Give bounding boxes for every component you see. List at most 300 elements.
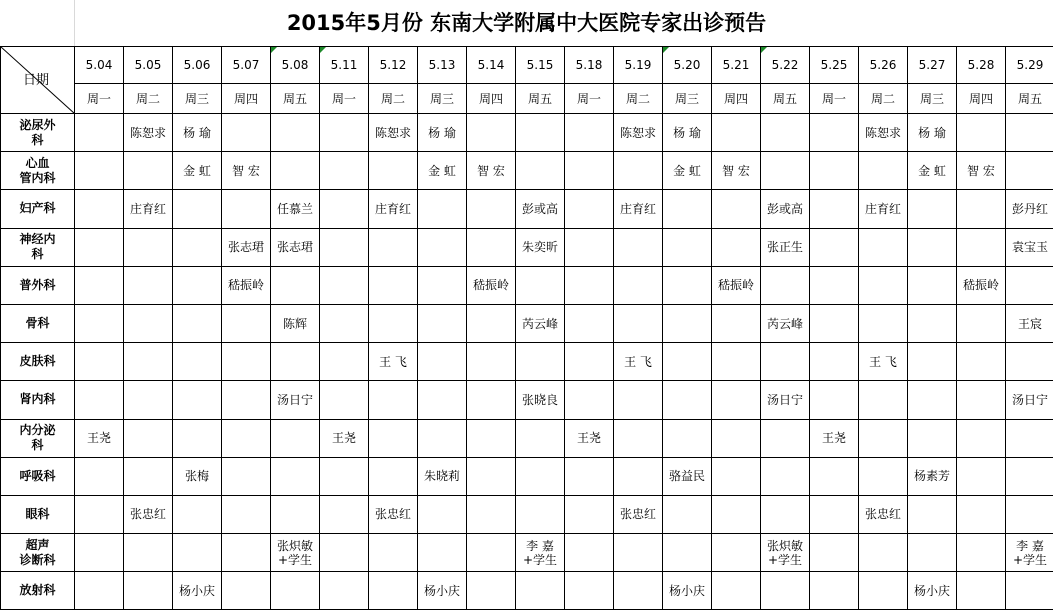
doctor-cell[interactable] bbox=[173, 534, 222, 572]
doctor-cell[interactable] bbox=[173, 381, 222, 419]
doctor-cell[interactable] bbox=[663, 495, 712, 533]
doctor-cell[interactable] bbox=[663, 228, 712, 266]
doctor-cell[interactable] bbox=[467, 190, 516, 228]
date-header bbox=[418, 47, 467, 84]
doctor-cell[interactable] bbox=[369, 152, 418, 190]
doctor-cell[interactable] bbox=[712, 572, 761, 610]
doctor-cell[interactable]: 王尧 bbox=[810, 419, 859, 457]
doctor-cell[interactable]: 陈恕求 bbox=[859, 114, 908, 152]
doctor-cell[interactable] bbox=[614, 266, 663, 304]
doctor-cell[interactable]: 骆益民 bbox=[663, 457, 712, 495]
doctor-cell[interactable] bbox=[369, 572, 418, 610]
doctor-cell[interactable] bbox=[712, 457, 761, 495]
doctor-cell[interactable]: 张梅 bbox=[173, 457, 222, 495]
doctor-cell[interactable] bbox=[320, 114, 369, 152]
doctor-cell[interactable] bbox=[75, 114, 124, 152]
doctor-cell[interactable] bbox=[810, 114, 859, 152]
doctor-cell[interactable] bbox=[565, 343, 614, 381]
doctor-cell[interactable] bbox=[663, 304, 712, 342]
doctor-cell[interactable]: 彭丹红 bbox=[1006, 190, 1053, 228]
date-header bbox=[957, 47, 1006, 84]
doctor-cell[interactable] bbox=[173, 304, 222, 342]
doctor-cell[interactable] bbox=[271, 419, 320, 457]
doctor-cell[interactable] bbox=[222, 572, 271, 610]
doctor-cell[interactable] bbox=[957, 419, 1006, 457]
doctor-cell[interactable] bbox=[516, 266, 565, 304]
doctor-cell[interactable] bbox=[320, 457, 369, 495]
doctor-cell[interactable] bbox=[271, 495, 320, 533]
doctor-cell[interactable] bbox=[957, 381, 1006, 419]
doctor-cell[interactable] bbox=[1006, 343, 1053, 381]
doctor-cell[interactable]: 智 宏 bbox=[957, 152, 1006, 190]
doctor-cell[interactable] bbox=[565, 304, 614, 342]
doctor-cell[interactable]: 王 飞 bbox=[614, 343, 663, 381]
doctor-cell[interactable] bbox=[173, 228, 222, 266]
doctor-cell[interactable] bbox=[957, 343, 1006, 381]
doctor-cell[interactable]: 智 宏 bbox=[712, 152, 761, 190]
doctor-cell[interactable] bbox=[418, 381, 467, 419]
doctor-cell[interactable] bbox=[124, 457, 173, 495]
doctor-cell[interactable] bbox=[75, 457, 124, 495]
doctor-cell[interactable]: 嵇振岭 bbox=[222, 266, 271, 304]
doctor-cell[interactable] bbox=[516, 457, 565, 495]
doctor-cell[interactable]: 芮云峰 bbox=[761, 304, 810, 342]
doctor-cell[interactable] bbox=[75, 152, 124, 190]
doctor-cell[interactable] bbox=[908, 419, 957, 457]
doctor-cell[interactable]: 陈辉 bbox=[271, 304, 320, 342]
doctor-cell[interactable] bbox=[124, 381, 173, 419]
doctor-cell[interactable] bbox=[467, 534, 516, 572]
doctor-cell[interactable] bbox=[1006, 419, 1053, 457]
department-label: 放射科 bbox=[1, 572, 75, 610]
table-row bbox=[1, 457, 1053, 495]
doctor-cell[interactable] bbox=[614, 381, 663, 419]
doctor-cell[interactable] bbox=[761, 266, 810, 304]
doctor-cell[interactable] bbox=[75, 266, 124, 304]
doctor-cell[interactable] bbox=[810, 266, 859, 304]
doctor-cell[interactable] bbox=[173, 495, 222, 533]
doctor-cell[interactable] bbox=[957, 572, 1006, 610]
doctor-cell[interactable]: 杨小庆 bbox=[908, 572, 957, 610]
doctor-cell[interactable] bbox=[467, 495, 516, 533]
doctor-cell[interactable]: 王宸 bbox=[1006, 304, 1053, 342]
doctor-cell[interactable] bbox=[75, 190, 124, 228]
doctor-cell[interactable]: 庄育红 bbox=[124, 190, 173, 228]
doctor-cell[interactable] bbox=[957, 495, 1006, 533]
doctor-cell[interactable] bbox=[222, 190, 271, 228]
doctor-cell[interactable] bbox=[271, 457, 320, 495]
weekday-header: 周二 bbox=[859, 84, 908, 114]
doctor-cell[interactable] bbox=[516, 419, 565, 457]
doctor-cell[interactable] bbox=[810, 190, 859, 228]
doctor-cell[interactable] bbox=[271, 572, 320, 610]
doctor-cell[interactable] bbox=[761, 114, 810, 152]
doctor-cell[interactable]: 张忠红 bbox=[859, 495, 908, 533]
date-label: 5.13 bbox=[429, 58, 456, 72]
doctor-cell[interactable] bbox=[859, 304, 908, 342]
doctor-cell[interactable]: 陈恕求 bbox=[614, 114, 663, 152]
doctor-cell[interactable]: 杨 瑜 bbox=[173, 114, 222, 152]
doctor-cell[interactable] bbox=[957, 534, 1006, 572]
doctor-cell[interactable]: 张忠红 bbox=[124, 495, 173, 533]
doctor-cell[interactable]: 金 虹 bbox=[663, 152, 712, 190]
doctor-cell[interactable] bbox=[810, 381, 859, 419]
doctor-cell[interactable]: 张忠红 bbox=[369, 495, 418, 533]
doctor-cell[interactable] bbox=[614, 457, 663, 495]
doctor-cell[interactable]: 袁宝玉 bbox=[1006, 228, 1053, 266]
doctor-cell[interactable] bbox=[712, 419, 761, 457]
table-row bbox=[1, 343, 1053, 381]
doctor-cell[interactable] bbox=[467, 457, 516, 495]
doctor-cell[interactable]: 张炽敏 +学生 bbox=[271, 534, 320, 572]
doctor-cell[interactable]: 张正生 bbox=[761, 228, 810, 266]
doctor-cell[interactable] bbox=[614, 152, 663, 190]
doctor-cell[interactable] bbox=[516, 343, 565, 381]
doctor-cell[interactable] bbox=[320, 190, 369, 228]
doctor-cell[interactable] bbox=[761, 457, 810, 495]
doctor-cell[interactable]: 智 宏 bbox=[467, 152, 516, 190]
doctor-cell[interactable] bbox=[124, 419, 173, 457]
doctor-cell[interactable] bbox=[712, 534, 761, 572]
doctor-cell[interactable] bbox=[565, 266, 614, 304]
doctor-cell[interactable] bbox=[75, 304, 124, 342]
doctor-cell[interactable] bbox=[712, 114, 761, 152]
schedule-table bbox=[0, 46, 1053, 610]
doctor-cell[interactable] bbox=[222, 419, 271, 457]
doctor-cell[interactable] bbox=[565, 381, 614, 419]
doctor-cell[interactable] bbox=[320, 152, 369, 190]
doctor-cell[interactable] bbox=[908, 190, 957, 228]
doctor-cell[interactable] bbox=[1006, 266, 1053, 304]
doctor-cell[interactable]: 王尧 bbox=[320, 419, 369, 457]
doctor-cell[interactable] bbox=[467, 419, 516, 457]
doctor-cell[interactable] bbox=[859, 381, 908, 419]
doctor-cell[interactable] bbox=[467, 304, 516, 342]
doctor-cell[interactable] bbox=[124, 534, 173, 572]
doctor-cell[interactable]: 王 飞 bbox=[369, 343, 418, 381]
doctor-cell[interactable]: 金 虹 bbox=[173, 152, 222, 190]
doctor-cell[interactable] bbox=[418, 495, 467, 533]
doctor-cell[interactable] bbox=[565, 228, 614, 266]
doctor-cell[interactable] bbox=[761, 572, 810, 610]
doctor-cell[interactable] bbox=[369, 419, 418, 457]
doctor-cell[interactable] bbox=[369, 266, 418, 304]
doctor-cell[interactable] bbox=[1006, 457, 1053, 495]
doctor-cell[interactable] bbox=[810, 534, 859, 572]
doctor-cell[interactable] bbox=[271, 114, 320, 152]
doctor-cell[interactable] bbox=[124, 152, 173, 190]
doctor-cell[interactable] bbox=[957, 114, 1006, 152]
table-row bbox=[1, 495, 1053, 533]
doctor-cell[interactable] bbox=[271, 343, 320, 381]
doctor-cell[interactable]: 嵇振岭 bbox=[957, 266, 1006, 304]
doctor-cell[interactable]: 庄育红 bbox=[859, 190, 908, 228]
doctor-cell[interactable] bbox=[859, 228, 908, 266]
doctor-cell[interactable] bbox=[369, 457, 418, 495]
doctor-cell[interactable] bbox=[663, 343, 712, 381]
doctor-cell[interactable] bbox=[173, 266, 222, 304]
doctor-cell[interactable] bbox=[222, 304, 271, 342]
doctor-cell[interactable] bbox=[614, 534, 663, 572]
doctor-cell[interactable] bbox=[418, 266, 467, 304]
weekday-header: 周三 bbox=[908, 84, 957, 114]
doctor-cell[interactable]: 杨 瑜 bbox=[908, 114, 957, 152]
weekday-header: 周一 bbox=[810, 84, 859, 114]
doctor-cell[interactable] bbox=[369, 304, 418, 342]
doctor-cell[interactable] bbox=[369, 228, 418, 266]
doctor-cell[interactable] bbox=[75, 534, 124, 572]
doctor-cell[interactable]: 李 嘉 +学生 bbox=[1006, 534, 1053, 572]
doctor-cell[interactable] bbox=[75, 572, 124, 610]
doctor-cell[interactable] bbox=[908, 381, 957, 419]
doctor-cell[interactable] bbox=[810, 343, 859, 381]
doctor-cell[interactable] bbox=[761, 495, 810, 533]
doctor-cell[interactable]: 汤日宁 bbox=[1006, 381, 1053, 419]
department-label: 超声 诊断科 bbox=[1, 534, 75, 572]
doctor-cell[interactable] bbox=[614, 228, 663, 266]
weekday-header: 周三 bbox=[663, 84, 712, 114]
doctor-cell[interactable] bbox=[222, 381, 271, 419]
doctor-cell[interactable]: 杨小庆 bbox=[663, 572, 712, 610]
doctor-cell[interactable] bbox=[320, 228, 369, 266]
doctor-cell[interactable]: 汤日宁 bbox=[271, 381, 320, 419]
doctor-cell[interactable] bbox=[957, 228, 1006, 266]
doctor-cell[interactable] bbox=[908, 304, 957, 342]
doctor-cell[interactable] bbox=[467, 114, 516, 152]
header-corner bbox=[1, 47, 75, 114]
doctor-cell[interactable]: 张晓良 bbox=[516, 381, 565, 419]
table-row bbox=[1, 266, 1053, 304]
doctor-cell[interactable] bbox=[712, 343, 761, 381]
doctor-cell[interactable] bbox=[124, 572, 173, 610]
doctor-cell[interactable]: 朱奕昕 bbox=[516, 228, 565, 266]
date-header bbox=[75, 47, 124, 84]
doctor-cell[interactable] bbox=[467, 228, 516, 266]
doctor-cell[interactable] bbox=[222, 495, 271, 533]
doctor-cell[interactable] bbox=[712, 381, 761, 419]
doctor-cell[interactable] bbox=[712, 190, 761, 228]
doctor-cell[interactable] bbox=[614, 572, 663, 610]
weekday-header: 周二 bbox=[614, 84, 663, 114]
doctor-cell[interactable] bbox=[1006, 495, 1053, 533]
doctor-cell[interactable] bbox=[369, 534, 418, 572]
doctor-cell[interactable] bbox=[565, 534, 614, 572]
doctor-cell[interactable] bbox=[663, 381, 712, 419]
doctor-cell[interactable] bbox=[761, 419, 810, 457]
doctor-cell[interactable] bbox=[810, 495, 859, 533]
comment-flag-icon bbox=[320, 47, 326, 53]
doctor-cell[interactable]: 任慕兰 bbox=[271, 190, 320, 228]
doctor-cell[interactable]: 金 虹 bbox=[908, 152, 957, 190]
doctor-cell[interactable] bbox=[467, 381, 516, 419]
date-header bbox=[663, 47, 712, 84]
doctor-cell[interactable] bbox=[957, 304, 1006, 342]
doctor-cell[interactable] bbox=[810, 304, 859, 342]
doctor-cell[interactable]: 杨小庆 bbox=[173, 572, 222, 610]
doctor-cell[interactable]: 汤日宁 bbox=[761, 381, 810, 419]
doctor-cell[interactable] bbox=[516, 572, 565, 610]
doctor-cell[interactable]: 王尧 bbox=[565, 419, 614, 457]
doctor-cell[interactable] bbox=[516, 152, 565, 190]
doctor-cell[interactable] bbox=[75, 228, 124, 266]
doctor-cell[interactable] bbox=[859, 572, 908, 610]
doctor-cell[interactable]: 王尧 bbox=[75, 419, 124, 457]
doctor-cell[interactable] bbox=[1006, 572, 1053, 610]
doctor-cell[interactable] bbox=[712, 304, 761, 342]
doctor-cell[interactable] bbox=[810, 572, 859, 610]
doctor-cell[interactable]: 李 嘉 +学生 bbox=[516, 534, 565, 572]
doctor-cell[interactable] bbox=[418, 304, 467, 342]
doctor-cell[interactable] bbox=[75, 343, 124, 381]
doctor-cell[interactable]: 杨 瑜 bbox=[418, 114, 467, 152]
doctor-cell[interactable]: 王 飞 bbox=[859, 343, 908, 381]
date-header bbox=[222, 47, 271, 84]
doctor-cell[interactable] bbox=[663, 534, 712, 572]
doctor-cell[interactable] bbox=[271, 266, 320, 304]
department-label: 内分泌 科 bbox=[1, 419, 75, 457]
doctor-cell[interactable] bbox=[1006, 152, 1053, 190]
doctor-cell[interactable]: 彭或高 bbox=[516, 190, 565, 228]
doctor-cell[interactable] bbox=[124, 304, 173, 342]
date-header bbox=[124, 47, 173, 84]
doctor-cell[interactable] bbox=[859, 152, 908, 190]
doctor-cell[interactable]: 嵇振岭 bbox=[712, 266, 761, 304]
doctor-cell[interactable] bbox=[320, 266, 369, 304]
doctor-cell[interactable] bbox=[418, 419, 467, 457]
date-label: 5.06 bbox=[184, 58, 211, 72]
doctor-cell[interactable] bbox=[320, 572, 369, 610]
doctor-cell[interactable] bbox=[75, 381, 124, 419]
doctor-cell[interactable] bbox=[859, 419, 908, 457]
doctor-cell[interactable] bbox=[222, 457, 271, 495]
department-label: 皮肤科 bbox=[1, 343, 75, 381]
doctor-cell[interactable] bbox=[908, 228, 957, 266]
doctor-cell[interactable] bbox=[467, 572, 516, 610]
doctor-cell[interactable] bbox=[418, 343, 467, 381]
doctor-cell[interactable] bbox=[859, 534, 908, 572]
doctor-cell[interactable] bbox=[320, 495, 369, 533]
date-header bbox=[320, 47, 369, 84]
doctor-cell[interactable] bbox=[222, 343, 271, 381]
date-label: 5.04 bbox=[86, 58, 113, 72]
doctor-cell[interactable]: 杨小庆 bbox=[418, 572, 467, 610]
weekday-header: 周四 bbox=[712, 84, 761, 114]
date-header bbox=[614, 47, 663, 84]
doctor-cell[interactable] bbox=[908, 534, 957, 572]
weekday-header: 周四 bbox=[467, 84, 516, 114]
department-label: 神经内 科 bbox=[1, 228, 75, 266]
doctor-cell[interactable] bbox=[124, 228, 173, 266]
doctor-cell[interactable]: 金 虹 bbox=[418, 152, 467, 190]
doctor-cell[interactable] bbox=[810, 152, 859, 190]
doctor-cell[interactable] bbox=[712, 495, 761, 533]
doctor-cell[interactable] bbox=[173, 343, 222, 381]
doctor-cell[interactable] bbox=[320, 343, 369, 381]
doctor-cell[interactable] bbox=[908, 266, 957, 304]
date-label: 5.21 bbox=[723, 58, 750, 72]
doctor-cell[interactable] bbox=[565, 457, 614, 495]
doctor-cell[interactable] bbox=[320, 381, 369, 419]
doctor-cell[interactable] bbox=[859, 457, 908, 495]
doctor-cell[interactable] bbox=[957, 457, 1006, 495]
date-label: 5.29 bbox=[1017, 58, 1044, 72]
doctor-cell[interactable] bbox=[418, 534, 467, 572]
doctor-cell[interactable] bbox=[418, 228, 467, 266]
doctor-cell[interactable]: 嵇振岭 bbox=[467, 266, 516, 304]
weekday-header: 周五 bbox=[271, 84, 320, 114]
doctor-cell[interactable] bbox=[271, 152, 320, 190]
doctor-cell[interactable]: 庄育红 bbox=[369, 190, 418, 228]
doctor-cell[interactable] bbox=[761, 152, 810, 190]
doctor-cell[interactable] bbox=[614, 304, 663, 342]
doctor-cell[interactable] bbox=[565, 495, 614, 533]
doctor-cell[interactable] bbox=[173, 190, 222, 228]
doctor-cell[interactable]: 杨素芳 bbox=[908, 457, 957, 495]
doctor-cell[interactable] bbox=[222, 114, 271, 152]
doctor-cell[interactable] bbox=[320, 304, 369, 342]
weekday-header: 周五 bbox=[516, 84, 565, 114]
doctor-cell[interactable] bbox=[663, 419, 712, 457]
doctor-cell[interactable] bbox=[663, 190, 712, 228]
doctor-cell[interactable] bbox=[614, 419, 663, 457]
doctor-cell[interactable] bbox=[320, 534, 369, 572]
doctor-cell[interactable]: 芮云峰 bbox=[516, 304, 565, 342]
doctor-cell[interactable]: 张志珺 bbox=[222, 228, 271, 266]
doctor-cell[interactable]: 张炽敏 +学生 bbox=[761, 534, 810, 572]
comment-flag-icon bbox=[271, 47, 277, 53]
doctor-cell[interactable] bbox=[908, 495, 957, 533]
date-header bbox=[173, 47, 222, 84]
doctor-cell[interactable]: 彭或高 bbox=[761, 190, 810, 228]
doctor-cell[interactable]: 陈恕求 bbox=[124, 114, 173, 152]
doctor-cell[interactable] bbox=[957, 190, 1006, 228]
doctor-cell[interactable]: 智 宏 bbox=[222, 152, 271, 190]
doctor-cell[interactable] bbox=[516, 114, 565, 152]
doctor-cell[interactable] bbox=[663, 266, 712, 304]
doctor-cell[interactable]: 张志珺 bbox=[271, 228, 320, 266]
doctor-cell[interactable] bbox=[565, 152, 614, 190]
doctor-cell[interactable]: 陈恕求 bbox=[369, 114, 418, 152]
table-row bbox=[1, 304, 1053, 342]
table-row bbox=[1, 534, 1053, 572]
doctor-cell[interactable] bbox=[467, 343, 516, 381]
doctor-cell[interactable] bbox=[516, 495, 565, 533]
doctor-cell[interactable] bbox=[565, 572, 614, 610]
doctor-cell[interactable] bbox=[859, 266, 908, 304]
doctor-cell[interactable] bbox=[565, 190, 614, 228]
doctor-cell[interactable] bbox=[124, 343, 173, 381]
doctor-cell[interactable] bbox=[712, 228, 761, 266]
doctor-cell[interactable] bbox=[761, 343, 810, 381]
doctor-cell[interactable] bbox=[418, 190, 467, 228]
doctor-cell[interactable]: 朱晓莉 bbox=[418, 457, 467, 495]
doctor-cell[interactable] bbox=[173, 419, 222, 457]
doctor-cell[interactable] bbox=[75, 495, 124, 533]
date-label: 5.12 bbox=[380, 58, 407, 72]
date-label: 5.20 bbox=[674, 58, 701, 72]
doctor-cell[interactable]: 杨 瑜 bbox=[663, 114, 712, 152]
doctor-cell[interactable] bbox=[1006, 114, 1053, 152]
doctor-cell[interactable] bbox=[565, 114, 614, 152]
doctor-cell[interactable] bbox=[124, 266, 173, 304]
doctor-cell[interactable]: 张忠红 bbox=[614, 495, 663, 533]
doctor-cell[interactable] bbox=[369, 381, 418, 419]
doctor-cell[interactable] bbox=[908, 343, 957, 381]
doctor-cell[interactable]: 庄育红 bbox=[614, 190, 663, 228]
doctor-cell[interactable] bbox=[810, 228, 859, 266]
doctor-cell[interactable] bbox=[810, 457, 859, 495]
doctor-cell[interactable] bbox=[222, 534, 271, 572]
